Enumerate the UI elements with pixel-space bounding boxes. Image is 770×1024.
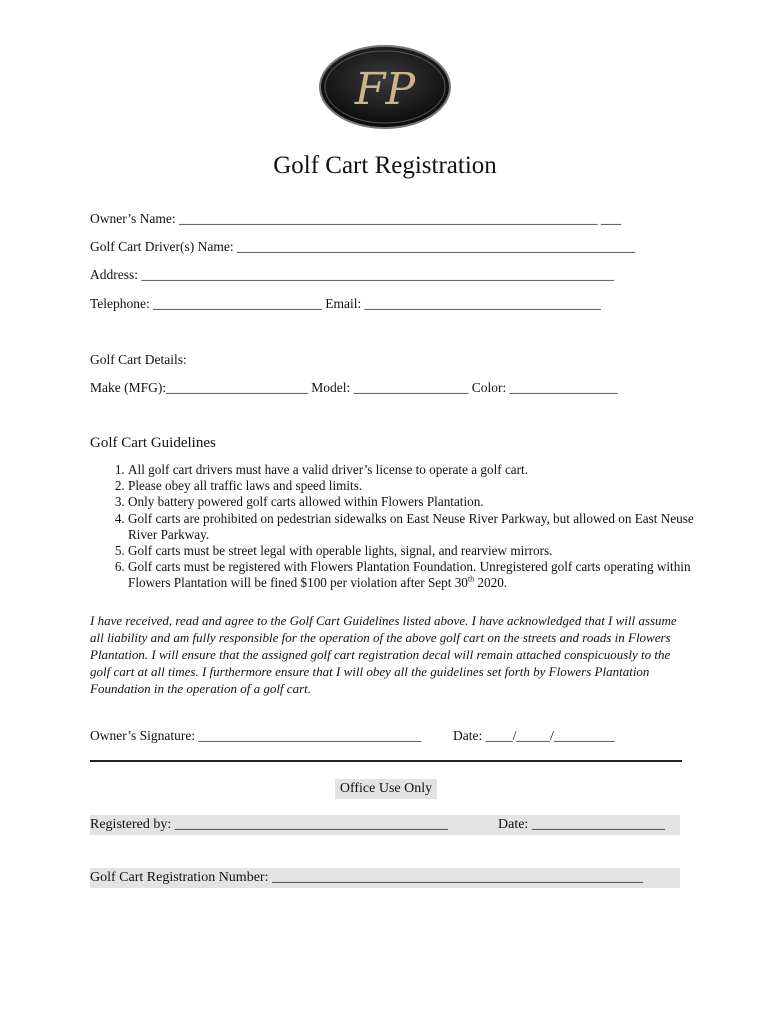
office-date-field[interactable]: Date: ___________________ — [498, 817, 665, 832]
registered-by-row — [90, 815, 680, 835]
owner-name-field[interactable]: Owner’s Name: ______________________________________________________________ ___ — [90, 211, 622, 226]
page-title: Golf Cart Registration — [273, 152, 497, 179]
registered-by-field[interactable]: Registered by: _______________________________________ — [90, 817, 448, 832]
make-model-color-field[interactable]: Make (MFG):_____________________ Model: _________________ Color: ________________ — [90, 380, 618, 395]
agreement-paragraph: I have received, read and agree to the Golf Cart Guidelines listed above. I have acknowledged that I will assume all liability and am fully responsible for the operation of the above golf cart on the streets and roads in Flowers Plantation. I will ensure that the assigned golf cart registration decal will remain attached conspicuously to the golf cart at all times. I furthermore ensure that I will obey all the guidelines set forth by Flowers Plantation Foundation in the operation of a golf cart. — [90, 613, 677, 696]
registration-number-field[interactable]: Golf Cart Registration Number: _____________________________________________________ — [90, 870, 643, 885]
guideline-item: 2. Please obey all traffic laws and speed limits. — [128, 478, 718, 494]
driver-name-field[interactable]: Golf Cart Driver(s) Name: ___________________________________________________________ — [90, 239, 636, 254]
registration-number-row — [90, 868, 680, 888]
guideline-item — [128, 559, 718, 591]
guidelines-list — [90, 462, 718, 592]
guideline-item: 4. Golf carts are prohibited on pedestrian sidewalks on East Neuse River Parkway, but allowed on East Neuse River Parkway. — [128, 511, 718, 543]
guideline-item-6-sup: th — [467, 575, 475, 585]
logo-monogram: FP — [354, 64, 416, 115]
owner-signature-field[interactable]: Owner’s Signature: _________________________________ — [90, 728, 422, 743]
address-field[interactable]: Address: ______________________________________________________________________ — [90, 267, 614, 282]
guidelines-heading: Golf Cart Guidelines — [90, 435, 216, 451]
telephone-email-field[interactable]: Telephone: _________________________ Email: ___________________________________ — [90, 296, 601, 311]
divider — [90, 760, 682, 762]
guideline-item: 5. Golf carts must be street legal with operable lights, signal, and rearview mirrors. — [128, 543, 718, 559]
office-use-heading: Office Use Only — [335, 779, 437, 799]
guideline-item: 1. All golf cart drivers must have a valid driver’s license to operate a golf cart. — [128, 462, 718, 478]
fp-logo — [318, 44, 452, 130]
guideline-item-6-text: Golf carts must be registered with Flowers Plantation Foundation. Unregistered golf carts operating within Flowers Plantation will be fined $100 per violation after Sept 30 — [128, 559, 691, 591]
guideline-item-6-end: 2020. — [474, 575, 508, 591]
guideline-item: 3. Only battery powered golf carts allowed within Flowers Plantation. — [128, 494, 718, 510]
details-heading: Golf Cart Details: — [90, 352, 187, 367]
signature-date-field[interactable]: Date: ____/_____/_________ — [453, 728, 615, 743]
